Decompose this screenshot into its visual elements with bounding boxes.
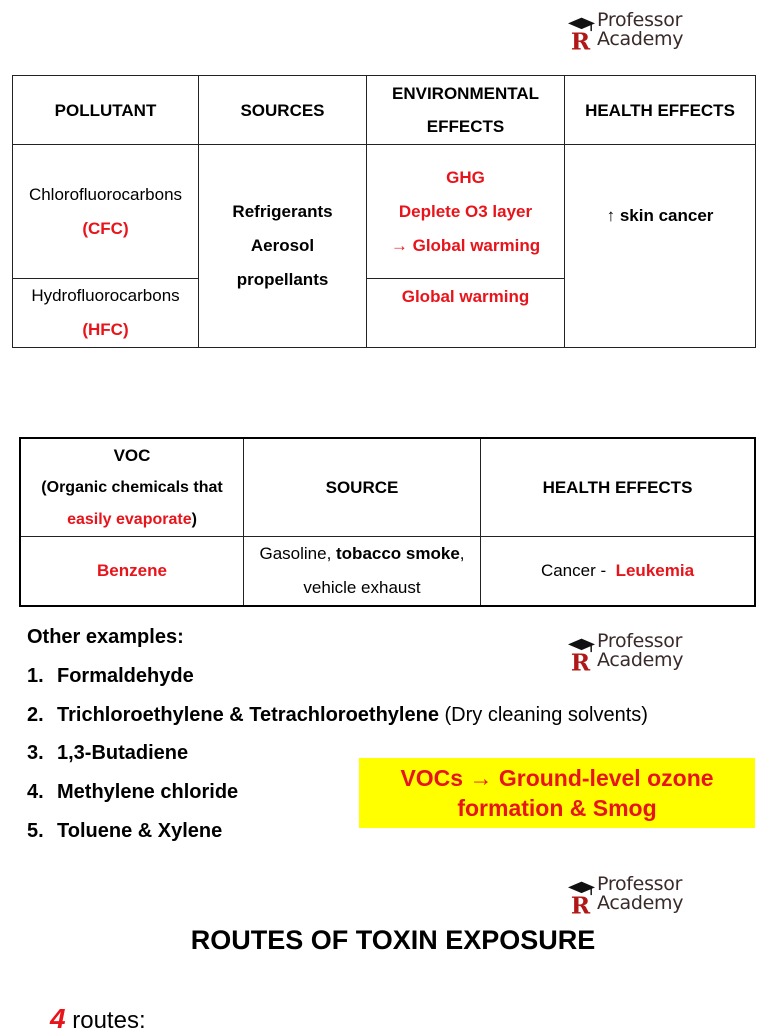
table-row-cfc: [13, 145, 756, 279]
cell-sources: Refrigerants Aerosol propellants: [199, 145, 367, 348]
cell-benzene-health: Cancer - Leukemia: [481, 537, 756, 607]
professor-academy-logo: [568, 11, 768, 51]
cell-cfc: Chlorofluorocarbons (CFC): [13, 145, 199, 279]
svg-text:R: R: [570, 649, 590, 672]
table-header-row: [20, 438, 755, 537]
header-health-effects: HEALTH EFFECTS: [481, 438, 756, 537]
voc-ozone-callout: VOCs → Ground-level ozone formation & Smog: [359, 758, 755, 828]
list-item: 5. Toluene & Xylene: [27, 819, 223, 842]
cell-hfc: Hydrofluorocarbons (HFC): [13, 279, 199, 348]
list-item: 4. Methylene chloride: [27, 781, 239, 804]
routes-line: [50, 1003, 146, 1035]
svg-text:R: R: [570, 892, 590, 915]
svg-text:R: R: [570, 28, 590, 51]
list-item: 2. Trichloroethylene & Tetrachloroethylene (Dry cleaning solvents): [27, 703, 648, 726]
cell-benzene-source: Gasoline, tobacco smoke, vehicle exhaust: [244, 537, 481, 607]
cell-cfc-effects: GHG Deplete O3 layer → Global warming: [367, 145, 565, 279]
graduation-cap-logo-icon: [568, 881, 595, 915]
logo-text: Professor Academy: [597, 873, 684, 914]
header-voc: VOC (Organic chemicals that easily evaporate): [20, 438, 244, 537]
routes-label: routes:: [65, 1007, 146, 1034]
header-source: SOURCE: [244, 438, 481, 537]
table-row-benzene: [20, 537, 755, 607]
header-health-effects: HEALTH EFFECTS: [565, 76, 756, 145]
logo-text: Professor Academy: [597, 630, 684, 671]
header-environmental-effects: ENVIRONMENTAL EFFECTS: [367, 76, 565, 145]
cell-health-effects: ↑ skin cancer: [565, 145, 756, 348]
routes-count: 4: [50, 1003, 66, 1034]
page-heading: ROUTES OF TOXIN EXPOSURE: [190, 925, 596, 955]
voc-table: [19, 437, 756, 607]
logo-text: Professor Academy: [597, 9, 684, 50]
list-item: 1. Formaldehyde: [27, 664, 194, 687]
pollutant-table: [12, 75, 756, 348]
header-sources: SOURCES: [199, 76, 367, 145]
cell-benzene: Benzene: [20, 537, 244, 607]
other-examples-title: Other examples:: [27, 626, 184, 648]
graduation-cap-logo-icon: [568, 17, 595, 51]
table-header-row: [13, 76, 756, 145]
list-item: 3. 1,3-Butadiene: [27, 742, 189, 765]
cell-hfc-effects: Global warming: [367, 279, 565, 348]
header-pollutant: POLLUTANT: [13, 76, 199, 145]
professor-academy-logo: [568, 875, 768, 915]
